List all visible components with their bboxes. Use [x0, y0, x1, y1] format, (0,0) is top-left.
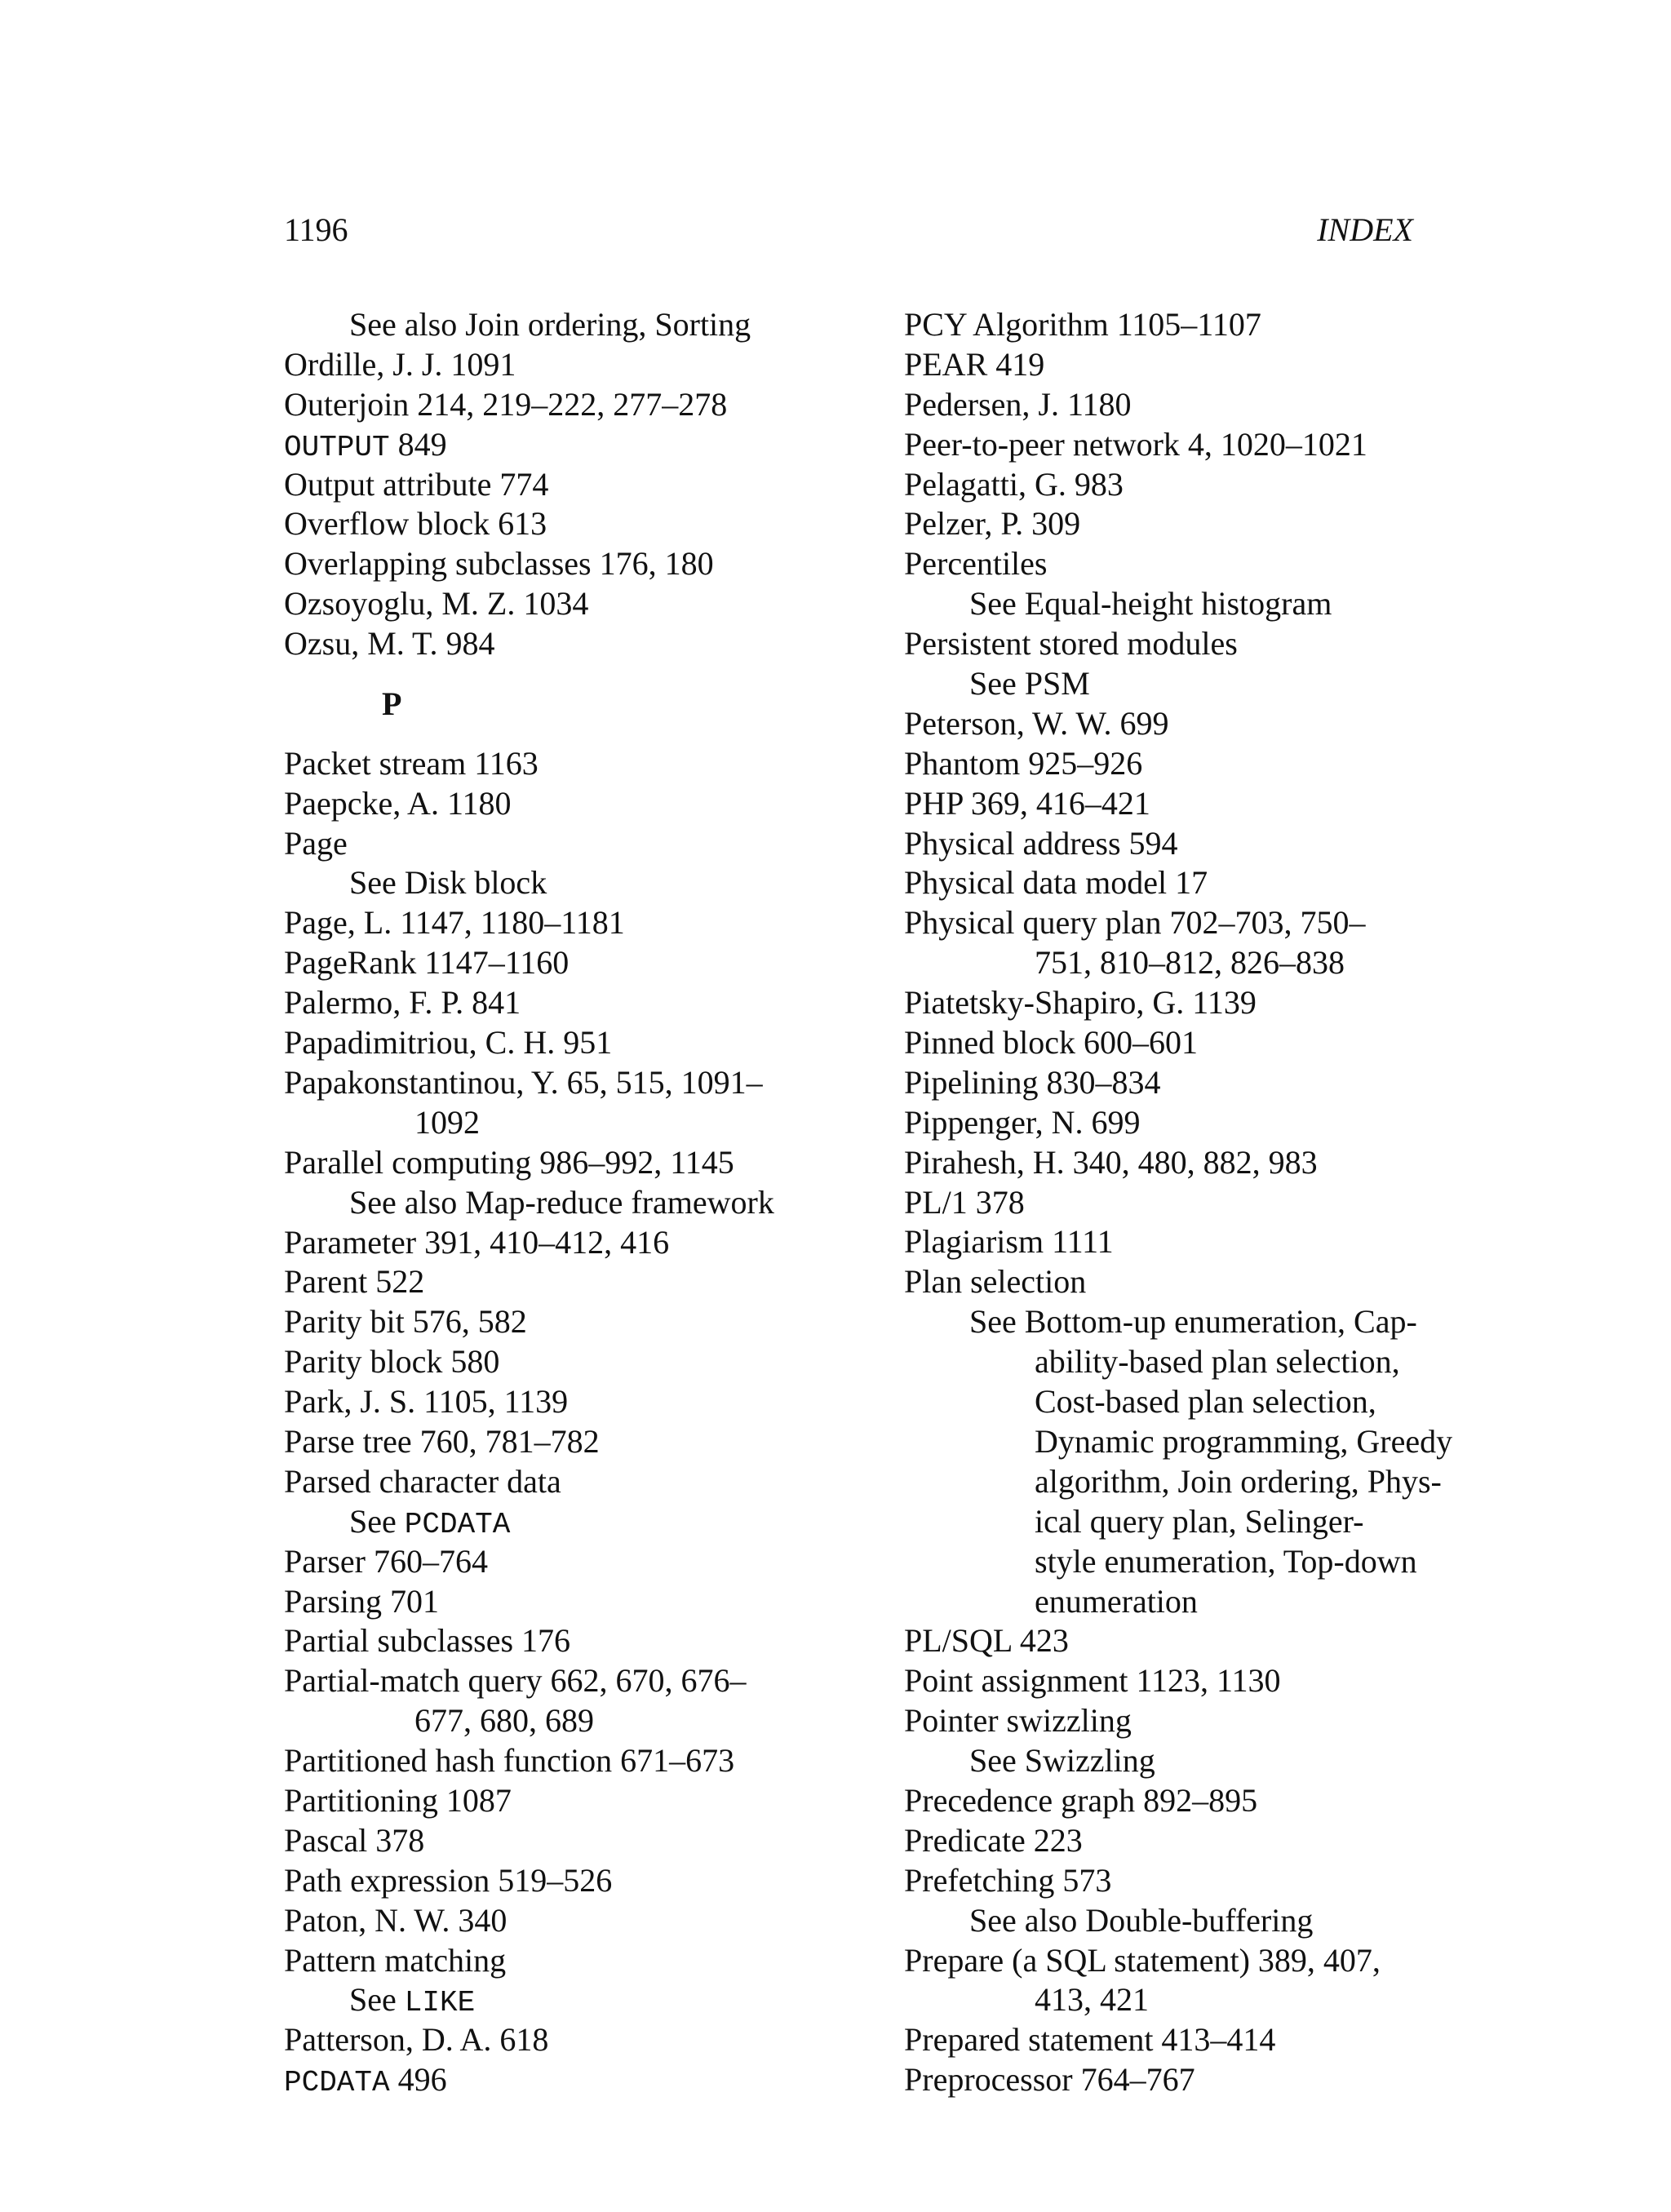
index-subentry — [904, 584, 1491, 624]
running-head: INDEX — [1317, 211, 1413, 248]
entry-text: Precedence graph 892–895 — [904, 1781, 1258, 1819]
entry-text: See also Join ordering, Sorting — [349, 306, 751, 343]
index-entry — [284, 425, 806, 465]
index-entry — [904, 1222, 1491, 1262]
entry-text: Overlapping subclasses 176, 180 — [284, 545, 714, 583]
entry-text: See Equal-height histogram — [969, 585, 1332, 623]
index-entry — [904, 624, 1491, 664]
index-entry — [284, 1302, 806, 1342]
index-continuation — [904, 943, 1491, 983]
entry-text: algorithm, Join ordering, Phys- — [1035, 1462, 1442, 1500]
entry-text: 496 — [389, 2061, 447, 2099]
index-entry — [904, 385, 1491, 425]
index-entry — [284, 943, 806, 983]
entry-text: Partitioned hash function 671–673 — [284, 1742, 735, 1780]
index-continuation — [904, 1462, 1491, 1502]
entry-text: Physical data model 17 — [904, 864, 1208, 902]
entry-text: Pelzer, P. 309 — [904, 505, 1081, 543]
index-subentry — [904, 1741, 1491, 1781]
index-subentry — [904, 1901, 1491, 1941]
index-entry — [284, 1063, 806, 1103]
entry-text: Papakonstantinou, Y. 65, 515, 1091– — [284, 1063, 763, 1101]
index-entry — [904, 544, 1491, 584]
index-entry — [904, 1183, 1491, 1223]
index-subentry — [284, 1980, 806, 2020]
entry-text: Paepcke, A. 1180 — [284, 784, 512, 822]
index-entry — [904, 345, 1491, 385]
entry-text: See also Double-buffering — [969, 1901, 1314, 1939]
entry-text: Ozsoyoglu, M. Z. 1034 — [284, 585, 589, 623]
index-entry — [904, 1661, 1491, 1701]
entry-text: See Swizzling — [969, 1742, 1155, 1780]
entry-text: Path expression 519–526 — [284, 1861, 613, 1899]
index-entry — [284, 1462, 806, 1502]
entry-text: Phantom 925–926 — [904, 744, 1143, 782]
entry-text: Peterson, W. W. 699 — [904, 704, 1169, 742]
index-entry — [284, 1741, 806, 1781]
entry-text: Percentiles — [904, 545, 1048, 583]
index-continuation — [904, 1980, 1491, 2020]
index-entry — [284, 983, 806, 1023]
index-entry — [284, 1422, 806, 1462]
index-entry — [904, 903, 1491, 943]
index-entry — [284, 504, 806, 544]
index-entry — [904, 704, 1491, 744]
code-term: PCDATA — [284, 2066, 390, 2100]
index-entry — [284, 1382, 806, 1422]
entry-text: Pirahesh, H. 340, 480, 882, 983 — [904, 1143, 1318, 1181]
entry-text: Persistent stored modules — [904, 625, 1238, 663]
index-entry — [904, 1023, 1491, 1063]
index-entry — [284, 1023, 806, 1063]
index-entry — [904, 1621, 1491, 1661]
index-entry — [284, 1621, 806, 1661]
entry-text: Packet stream 1163 — [284, 744, 539, 782]
entry-text: PL/1 378 — [904, 1183, 1025, 1221]
index-entry — [904, 1781, 1491, 1821]
index-entry — [284, 1342, 806, 1382]
index-entry — [904, 1701, 1491, 1741]
index-entry — [904, 1103, 1491, 1143]
entry-text: PEAR 419 — [904, 345, 1045, 383]
index-entry — [284, 1582, 806, 1622]
index-entry — [904, 863, 1491, 903]
entry-text: Prepared statement 413–414 — [904, 2021, 1276, 2059]
entry-text: Overflow block 613 — [284, 505, 547, 543]
entry-text: Papadimitriou, C. H. 951 — [284, 1024, 613, 1062]
entry-text: ability-based plan selection, — [1035, 1343, 1400, 1381]
entry-text: Parameter 391, 410–412, 416 — [284, 1223, 670, 1261]
entry-text: Pinned block 600–601 — [904, 1024, 1198, 1062]
index-column-right — [904, 305, 1491, 2100]
entry-text: PL/SQL 423 — [904, 1622, 1069, 1660]
index-subentry — [284, 305, 806, 345]
entry-text: Page — [284, 824, 348, 862]
index-continuation — [904, 1382, 1491, 1422]
entry-prefix: See — [349, 1502, 405, 1540]
index-entry — [284, 1262, 806, 1302]
index-section-heading: P — [382, 685, 402, 723]
entry-text: Parity bit 576, 582 — [284, 1303, 527, 1341]
entry-text: Plan selection — [904, 1263, 1087, 1301]
entry-text: Point assignment 1123, 1130 — [904, 1662, 1281, 1700]
entry-text: See PSM — [969, 665, 1090, 703]
entry-text: Output attribute 774 — [284, 465, 549, 503]
entry-text: Palermo, F. P. 841 — [284, 984, 521, 1022]
code-term: LIKE — [404, 1986, 476, 2020]
entry-text: Pattern matching — [284, 1941, 507, 1979]
index-entry — [284, 584, 806, 624]
entry-text: style enumeration, Top-down — [1035, 1542, 1417, 1580]
entry-text: Parsed character data — [284, 1462, 561, 1500]
index-continuation — [284, 1103, 806, 1143]
entry-text: Prefetching 573 — [904, 1861, 1112, 1899]
index-continuation — [904, 1582, 1491, 1622]
index-entry — [904, 1262, 1491, 1302]
index-subentry — [904, 1302, 1491, 1342]
entry-text: Parallel computing 986–992, 1145 — [284, 1143, 734, 1181]
index-entry — [904, 305, 1491, 345]
entry-text: Ordille, J. J. 1091 — [284, 345, 516, 383]
entry-text: 1092 — [414, 1103, 480, 1141]
index-entry — [904, 1063, 1491, 1103]
entry-text: See Disk block — [349, 864, 547, 902]
entry-text: Pointer swizzling — [904, 1702, 1132, 1740]
index-entry — [904, 1861, 1491, 1901]
entry-text: PHP 369, 416–421 — [904, 784, 1150, 822]
entry-text: See Bottom-up enumeration, Cap- — [969, 1303, 1417, 1341]
index-entry — [284, 824, 806, 864]
entry-text: Outerjoin 214, 219–222, 277–278 — [284, 385, 728, 423]
index-entry — [284, 744, 806, 784]
index-entry — [904, 784, 1491, 824]
index-entry — [904, 425, 1491, 465]
entry-text: Peer-to-peer network 4, 1020–1021 — [904, 425, 1367, 463]
index-entry — [284, 1661, 806, 1701]
entry-text: 849 — [389, 425, 447, 463]
entry-text: Prepare (a SQL statement) 389, 407, — [904, 1941, 1381, 1979]
entry-text: Partial-match query 662, 670, 676– — [284, 1662, 747, 1700]
entry-text: Ozsu, M. T. 984 — [284, 625, 495, 663]
index-subentry — [284, 863, 806, 903]
entry-text: Plagiarism 1111 — [904, 1223, 1114, 1261]
entry-text: Patterson, D. A. 618 — [284, 2021, 549, 2059]
index-entry — [284, 1542, 806, 1582]
index-entry — [904, 824, 1491, 864]
entry-text: Cost-based plan selection, — [1035, 1383, 1376, 1421]
index-continuation — [904, 1502, 1491, 1542]
entry-text: Parser 760–764 — [284, 1542, 488, 1580]
entry-text: Dynamic programming, Greedy — [1035, 1422, 1453, 1460]
index-continuation — [904, 1342, 1491, 1382]
index-entry — [284, 385, 806, 425]
index-entry — [904, 744, 1491, 784]
entry-text: Parse tree 760, 781–782 — [284, 1422, 600, 1460]
index-entry — [904, 983, 1491, 1023]
entry-text: Pipelining 830–834 — [904, 1063, 1161, 1101]
index-entry — [284, 1901, 806, 1941]
entry-text: PCY Algorithm 1105–1107 — [904, 306, 1261, 343]
entry-text: Parent 522 — [284, 1263, 425, 1301]
entry-text: 413, 421 — [1035, 1981, 1149, 2019]
entry-text: 677, 680, 689 — [414, 1702, 594, 1740]
index-entry — [904, 2020, 1491, 2060]
index-entry — [284, 345, 806, 385]
entry-text: Page, L. 1147, 1180–1181 — [284, 904, 625, 942]
entry-text: PageRank 1147–1160 — [284, 944, 570, 982]
code-term: OUTPUT — [284, 430, 390, 464]
entry-text: Physical query plan 702–703, 750– — [904, 904, 1366, 942]
entry-text: 751, 810–812, 826–838 — [1035, 944, 1345, 982]
index-entry — [284, 1781, 806, 1821]
index-entry — [284, 1223, 806, 1263]
index-continuation — [284, 1701, 806, 1741]
code-term: PCDATA — [404, 1507, 511, 1541]
entry-text: Piatetsky-Shapiro, G. 1139 — [904, 984, 1257, 1022]
entry-prefix: See — [349, 1981, 405, 2019]
index-entry — [284, 544, 806, 584]
index-entry — [284, 1821, 806, 1861]
entry-text: Parsing 701 — [284, 1582, 439, 1620]
entry-text: Pedersen, J. 1180 — [904, 385, 1132, 423]
entry-text: Pippenger, N. 699 — [904, 1103, 1141, 1141]
index-subentry — [284, 1502, 806, 1542]
index-entry — [904, 1821, 1491, 1861]
entry-text: Preprocessor 764–767 — [904, 2061, 1195, 2099]
entry-text: Pascal 378 — [284, 1821, 425, 1859]
entry-text: Paton, N. W. 340 — [284, 1901, 508, 1939]
index-entry — [284, 1861, 806, 1901]
index-column-left — [284, 305, 806, 2100]
entry-text: Partitioning 1087 — [284, 1781, 512, 1819]
entry-text: See also Map-reduce framework — [349, 1183, 774, 1221]
page-number: 1196 — [284, 211, 348, 248]
index-entry — [904, 465, 1491, 505]
entry-text: enumeration — [1035, 1582, 1198, 1620]
entry-text: Predicate 223 — [904, 1821, 1083, 1859]
entry-text: Park, J. S. 1105, 1139 — [284, 1383, 569, 1421]
entry-text: Pelagatti, G. 983 — [904, 465, 1124, 503]
index-subentry — [284, 1183, 806, 1223]
index-entry — [904, 2060, 1491, 2100]
index-entry — [284, 903, 806, 943]
entry-text: Partial subclasses 176 — [284, 1622, 571, 1660]
entry-text: Physical address 594 — [904, 824, 1178, 862]
index-entry — [284, 1143, 806, 1183]
index-entry — [284, 624, 806, 664]
entry-text: Parity block 580 — [284, 1343, 500, 1381]
entry-text: ical query plan, Selinger- — [1035, 1502, 1364, 1540]
index-entry — [284, 2020, 806, 2060]
index-entry — [904, 1941, 1491, 1981]
index-entry — [904, 1143, 1491, 1183]
index-continuation — [904, 1422, 1491, 1462]
index-entry — [284, 1941, 806, 1981]
index-entry — [284, 784, 806, 824]
index-entry — [284, 2060, 806, 2100]
index-continuation — [904, 1542, 1491, 1582]
index-entry — [284, 465, 806, 505]
index-subentry — [904, 664, 1491, 704]
index-entry — [904, 504, 1491, 544]
